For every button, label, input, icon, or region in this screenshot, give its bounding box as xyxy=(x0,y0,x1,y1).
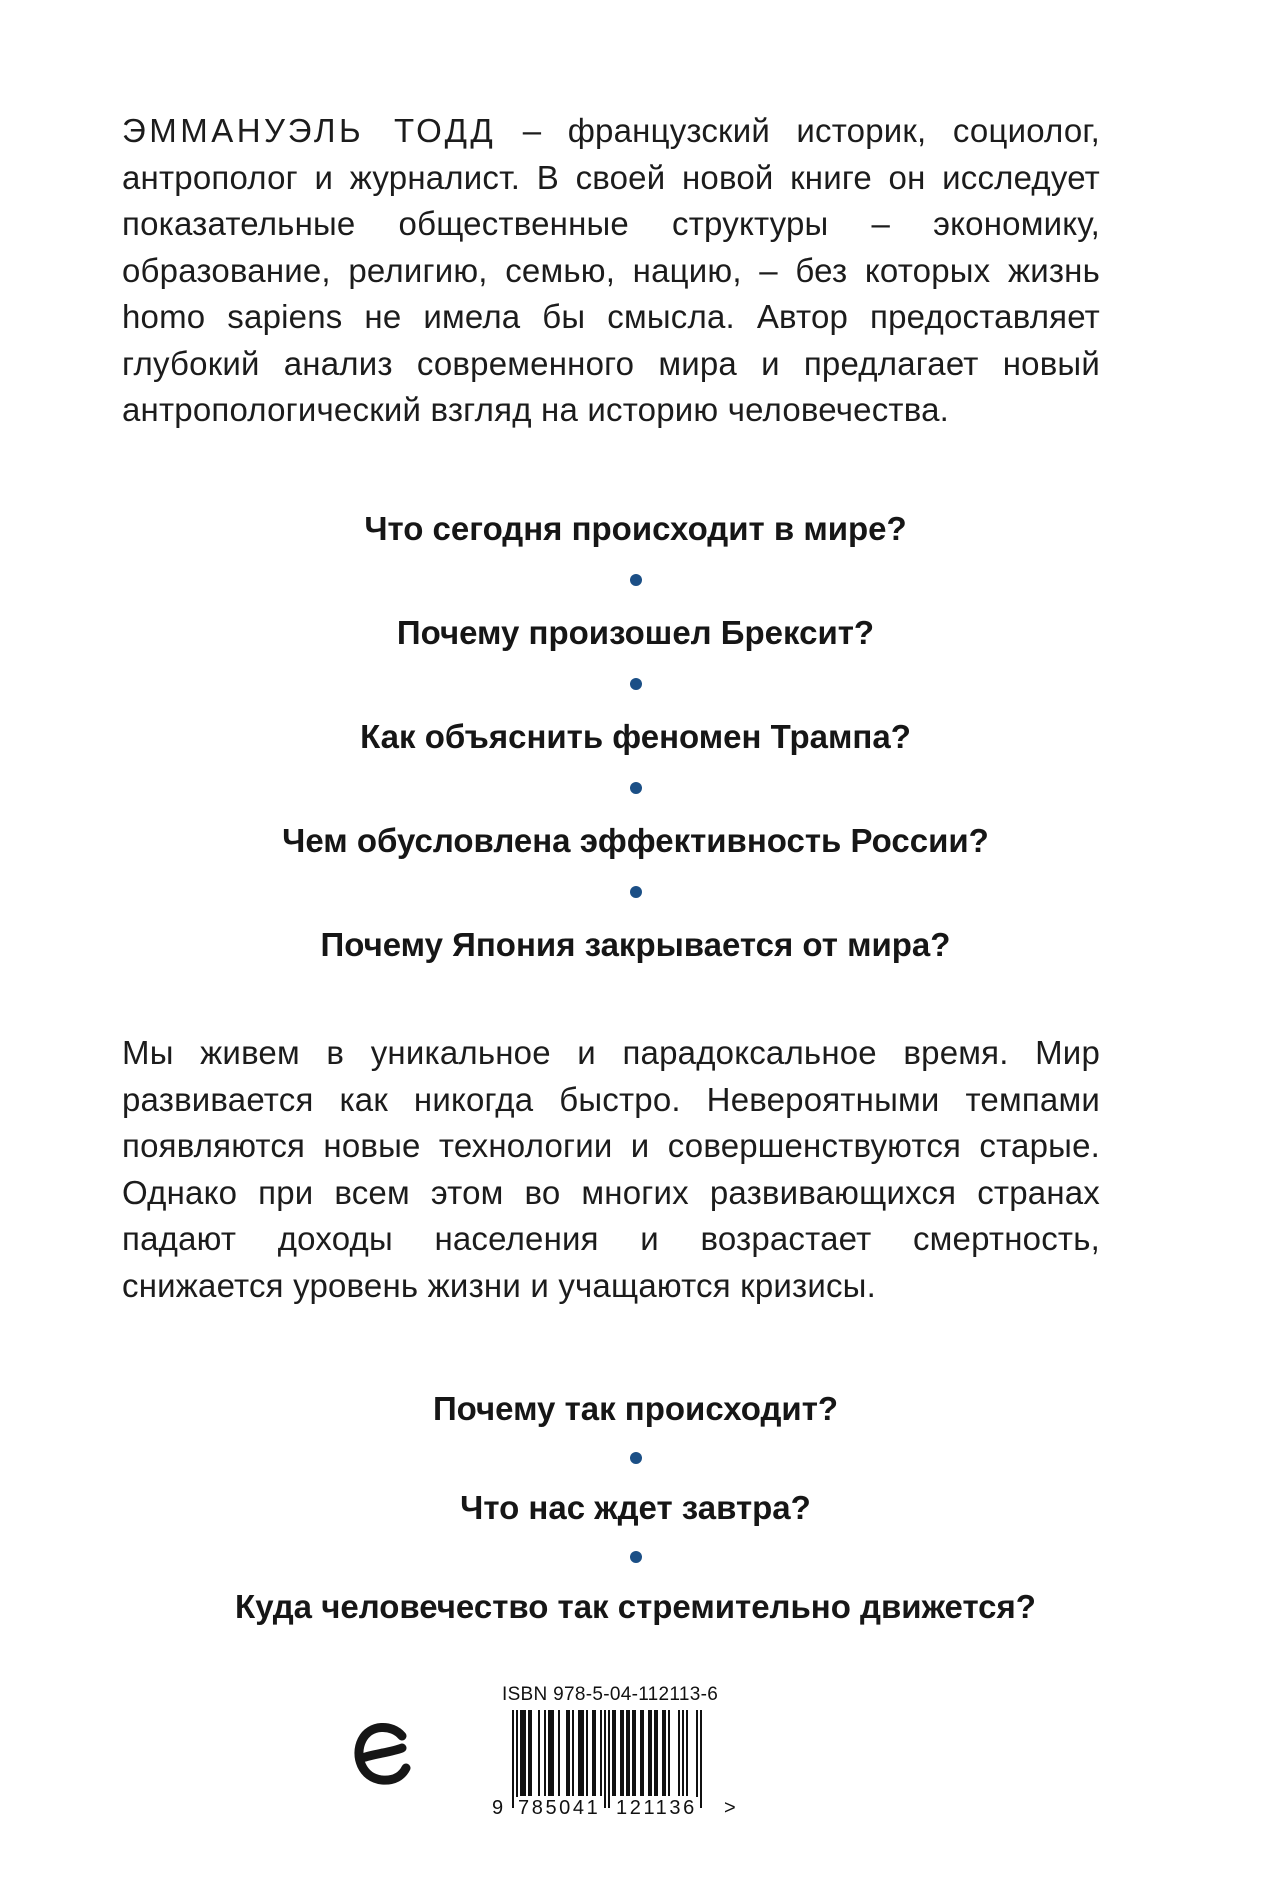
question: Почему произошел Брексит? xyxy=(396,614,875,651)
barcode-digits-left: 785041 xyxy=(518,1797,601,1819)
barcode-bar xyxy=(686,1710,688,1796)
barcode-bar xyxy=(608,1710,610,1808)
publisher-logo-icon xyxy=(352,1718,412,1794)
barcode-bar xyxy=(656,1710,658,1796)
barcode-bar xyxy=(640,1710,642,1796)
separator xyxy=(0,1531,1271,1584)
barcode-bar xyxy=(538,1710,540,1796)
bullet-dot-icon xyxy=(630,678,642,690)
barcode-bar xyxy=(586,1710,588,1796)
barcode-bar xyxy=(668,1710,670,1796)
bullet-dot-icon xyxy=(630,886,642,898)
barcode-bar xyxy=(604,1710,606,1808)
question: Почему Япония закрывается от мира? xyxy=(320,926,951,963)
barcode-bar xyxy=(654,1710,656,1796)
barcode-bar xyxy=(524,1710,526,1796)
barcode-arrow: > xyxy=(724,1797,736,1819)
barcode-bar xyxy=(628,1710,630,1796)
bullet-dot-icon xyxy=(630,782,642,794)
separator xyxy=(0,552,1271,610)
barcode-bar xyxy=(572,1710,574,1796)
intro-text: – французский историк, социолог, антрополог и журналист. В своей новой книге он исследует показательные общественные структуры – экономику, образование, религию, семью, нацию, – без которых жизнь homo sapiens не имела бы смысла. Автор предоставляет глубокий анализ современного мира и предлагает новый антропологический взгляд на историю человечества. xyxy=(122,112,1100,428)
barcode-bar xyxy=(678,1710,680,1796)
barcode-bar xyxy=(580,1710,582,1796)
barcode-bar xyxy=(594,1710,596,1796)
question: Куда человечество так стремительно движется? xyxy=(235,1588,1036,1625)
question: Почему так происходит? xyxy=(432,1390,839,1427)
barcode-bar xyxy=(614,1710,616,1796)
barcode-bar xyxy=(650,1710,652,1796)
barcode-bar xyxy=(512,1710,514,1808)
separator xyxy=(0,864,1271,922)
barcode-bar xyxy=(548,1710,550,1796)
barcode-bar xyxy=(620,1710,622,1796)
barcode-bar xyxy=(682,1710,684,1796)
barcode-bar xyxy=(582,1710,584,1796)
barcode-bar xyxy=(550,1710,552,1796)
barcode-bar xyxy=(566,1710,568,1796)
intro-paragraph xyxy=(122,108,1100,434)
questions-list-1 xyxy=(0,506,1271,968)
barcode-bar xyxy=(632,1710,634,1796)
question: Чем обусловлена эффективность России? xyxy=(282,822,989,859)
isbn-label: ISBN 978-5-04-112113-6 xyxy=(502,1684,719,1705)
barcode-bar xyxy=(552,1710,554,1796)
barcode-bar xyxy=(530,1710,532,1796)
author-name: ЭММАНУЭЛЬ ТОДД xyxy=(122,112,497,149)
separator xyxy=(0,656,1271,714)
barcode-bar xyxy=(600,1710,602,1796)
question: Что сегодня происходит в мире? xyxy=(364,510,907,547)
barcode-bar xyxy=(568,1710,570,1796)
barcode-bar xyxy=(528,1710,530,1796)
question: Как объяснить феномен Трампа? xyxy=(360,718,911,755)
barcode-bar xyxy=(648,1710,650,1796)
bullet-dot-icon xyxy=(630,1452,642,1464)
barcode-bar xyxy=(592,1710,594,1796)
questions-list-2 xyxy=(0,1386,1271,1630)
bullet-dot-icon xyxy=(630,574,642,586)
barcode-bar xyxy=(522,1710,524,1796)
barcode-bar xyxy=(578,1710,580,1796)
barcode-bar xyxy=(634,1710,636,1796)
isbn-barcode xyxy=(492,1684,740,1834)
barcode-digits-right: 121136 xyxy=(616,1797,697,1819)
body-paragraph: Мы живем в уникальное и парадоксальное время. Мир развивается как никогда быстро. Невероятными темпами появляются новые технологии и совершенствуются старые. Однако при всем этом во многих развивающихся странах падают доходы населения и возрастает смертность, снижается уровень жизни и учащаются кризисы. xyxy=(122,1034,1100,1304)
separator xyxy=(0,760,1271,818)
barcode-bar xyxy=(626,1710,628,1796)
barcode-bar xyxy=(642,1710,644,1796)
question: Что нас ждет завтра? xyxy=(460,1489,811,1526)
barcode-bar xyxy=(520,1710,522,1796)
separator xyxy=(0,1432,1271,1485)
barcode-bar xyxy=(622,1710,624,1796)
barcode-bar xyxy=(558,1710,560,1796)
bullet-dot-icon xyxy=(630,1551,642,1563)
barcode-digit-first: 9 xyxy=(492,1797,504,1819)
barcode-bar xyxy=(612,1710,614,1796)
barcode-bar xyxy=(664,1710,666,1796)
barcode-bars xyxy=(492,1710,728,1810)
barcode-bar xyxy=(544,1710,546,1796)
barcode-bar xyxy=(696,1710,698,1808)
barcode-bar xyxy=(516,1710,518,1808)
barcode-bar xyxy=(662,1710,664,1796)
barcode-bar xyxy=(700,1710,702,1808)
